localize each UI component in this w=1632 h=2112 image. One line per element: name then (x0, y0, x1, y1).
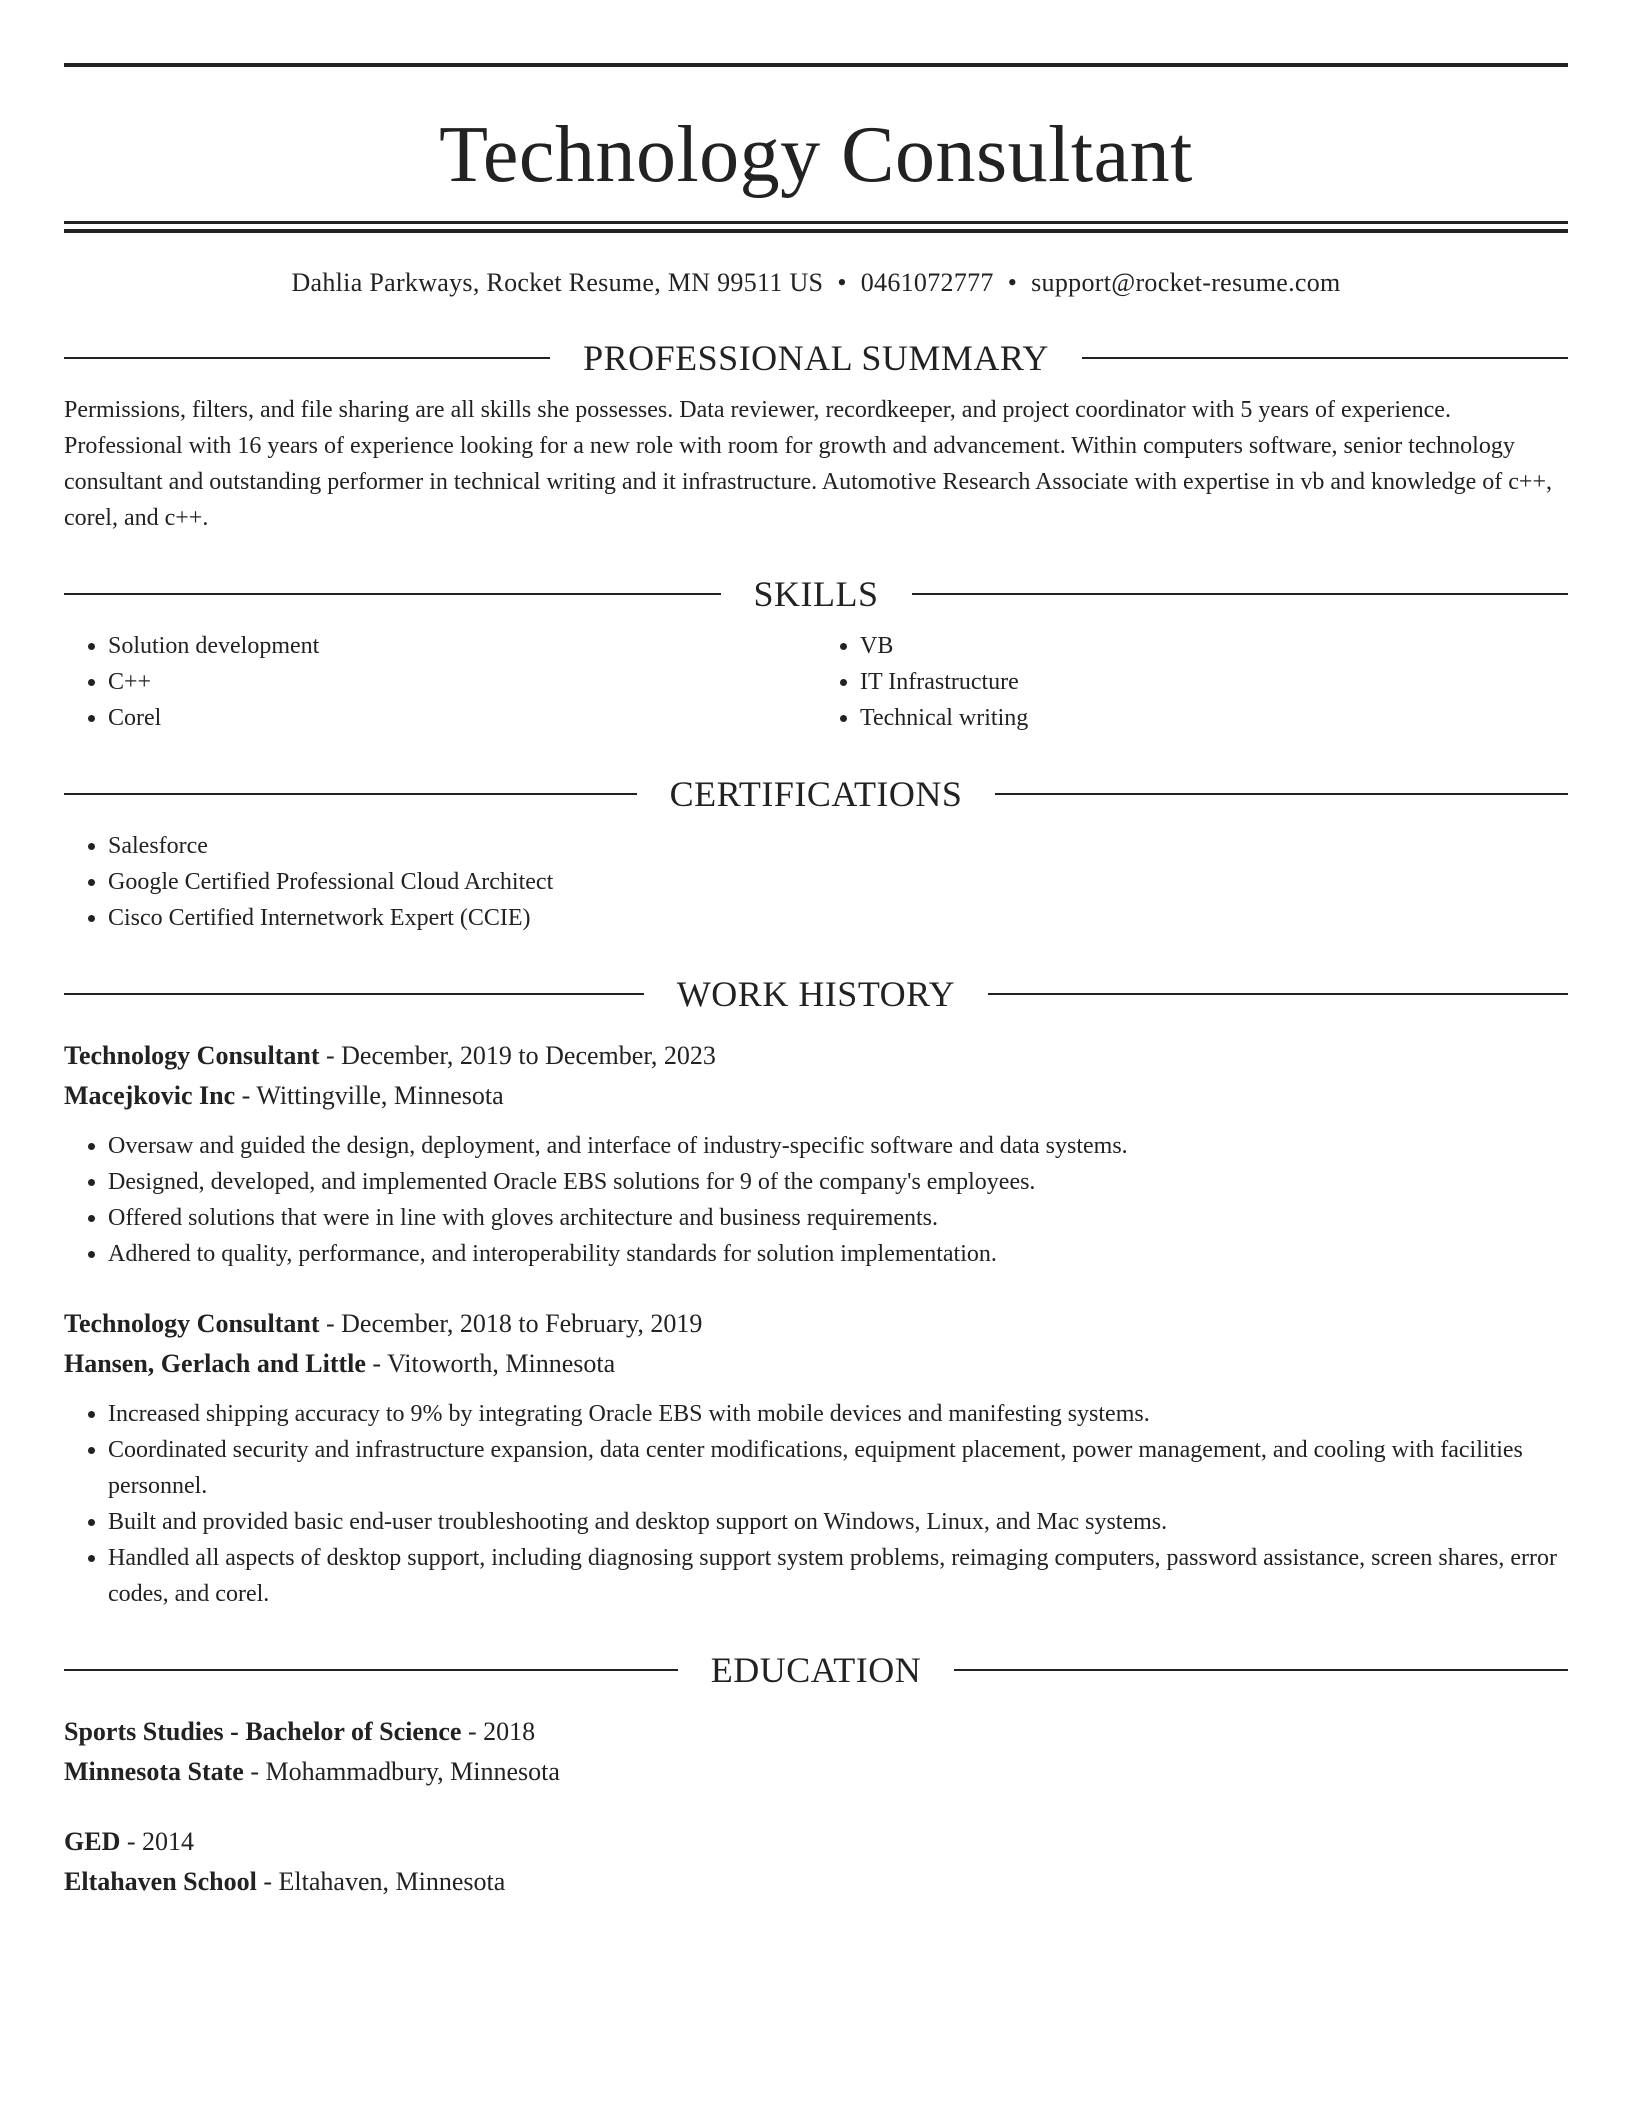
section-heading-summary (64, 336, 1568, 380)
top-rule (64, 63, 1568, 67)
certification-item: • Cisco Certified Internetwork Expert (CCIE) (108, 900, 1568, 936)
education-degree-line (64, 1712, 1568, 1752)
job-title-line (64, 1304, 1568, 1344)
contact-phone: 0461072777 (860, 268, 994, 297)
job-location: - Vitoworth, Minnesota (365, 1349, 616, 1378)
heading-rule-left (64, 1669, 678, 1671)
education-location: - Eltahaven, Minnesota (256, 1867, 506, 1896)
job-bullet: • Built and provided basic end-user troubleshooting and desktop support on Windows, Linux, and Mac systems. (108, 1504, 1568, 1540)
skills-column-right (816, 628, 1568, 736)
job-title: Technology Consultant (64, 1309, 320, 1338)
education-year: - 2014 (120, 1827, 195, 1856)
education-year: - 2018 (461, 1717, 536, 1746)
skill-item: • C++ (108, 664, 816, 700)
contact-separator: • (837, 268, 847, 297)
title-double-rule (64, 221, 1568, 233)
section-heading-certifications (64, 772, 1568, 816)
job-bullet: • Offered solutions that were in line with gloves architecture and business requirements. (108, 1200, 1568, 1236)
heading-rule-left (64, 993, 644, 995)
job-dates: - December, 2018 to February, 2019 (319, 1309, 703, 1338)
job-dates: - December, 2019 to December, 2023 (319, 1041, 716, 1070)
heading-rule-right (912, 593, 1569, 595)
skill-item: • IT Infrastructure (860, 664, 1568, 700)
certification-item: • Salesforce (108, 828, 1568, 864)
education-school: Eltahaven School (64, 1867, 257, 1896)
heading-rule-right (1082, 357, 1568, 359)
certifications-list (64, 828, 1568, 936)
heading-rule-right (988, 993, 1568, 995)
education-school-line (64, 1752, 1568, 1792)
certification-item: • Google Certified Professional Cloud Architect (108, 864, 1568, 900)
contact-address: Dahlia Parkways, Rocket Resume, MN 99511 US (291, 268, 824, 297)
education-degree: GED (64, 1827, 121, 1856)
section-heading-label: EDUCATION (710, 1650, 922, 1690)
contact-line (64, 266, 1568, 300)
job-bullets (64, 1396, 1568, 1612)
education-school: Minnesota State (64, 1757, 244, 1786)
job-bullet: • Designed, developed, and implemented Oracle EBS solutions for 9 of the company's employees. (108, 1164, 1568, 1200)
job-company-line (64, 1076, 1568, 1116)
job-company: Macejkovic Inc (64, 1081, 236, 1110)
heading-rule-right (995, 793, 1568, 795)
job-entry (64, 1036, 1568, 1272)
job-location: - Wittingville, Minnesota (235, 1081, 504, 1110)
contact-email: support@rocket-resume.com (1031, 268, 1341, 297)
job-bullet: • Handled all aspects of desktop support, including diagnosing support system problems, reimaging computers, password assistance, screen shares, error codes, and corel. (108, 1540, 1568, 1612)
heading-rule-right (954, 1669, 1568, 1671)
job-entry (64, 1304, 1568, 1612)
section-heading-work-history (64, 972, 1568, 1016)
section-heading-label: PROFESSIONAL SUMMARY (583, 338, 1049, 378)
education-entry (64, 1822, 1568, 1902)
job-bullet: • Increased shipping accuracy to 9% by integrating Oracle EBS with mobile devices and manifesting systems. (108, 1396, 1568, 1432)
skill-item: • VB (860, 628, 1568, 664)
education-degree: Sports Studies - Bachelor of Science (64, 1717, 462, 1746)
contact-separator: • (1007, 268, 1018, 297)
job-company: Hansen, Gerlach and Little (64, 1349, 366, 1378)
job-bullets (64, 1128, 1568, 1272)
summary-text: Permissions, filters, and file sharing are all skills she possesses. Data reviewer, recordkeeper, and project coordinator with 5 years of experience. Professional with 16 years of experience looking for a new role with room for growth and advancement. Within computers software, senior technology consultant and outstanding performer in technical writing and it infrastructure. Automotive Research Associate with expertise in vb and knowledge of c++, corel, and c++. (64, 397, 1552, 531)
job-bullet: • Adhered to quality, performance, and interoperability standards for solution implementation. (108, 1236, 1568, 1272)
skill-item: • Technical writing (860, 700, 1568, 736)
education-degree-line (64, 1822, 1568, 1862)
skill-item: • Corel (108, 700, 816, 736)
skill-item: • Solution development (108, 628, 816, 664)
job-bullet: • Oversaw and guided the design, deployment, and interface of industry-specific software and data systems. (108, 1128, 1568, 1164)
section-heading-education (64, 1648, 1568, 1692)
job-title: Technology Consultant (64, 1041, 320, 1070)
education-location: - Mohammadbury, Minnesota (243, 1757, 560, 1786)
section-heading-label: CERTIFICATIONS (669, 774, 963, 814)
section-heading-label: WORK HISTORY (676, 974, 956, 1014)
heading-rule-left (64, 593, 721, 595)
skills-column-left (64, 628, 816, 736)
heading-rule-left (64, 357, 550, 359)
section-heading-skills (64, 572, 1568, 616)
resume-title: Technology Consultant (439, 111, 1193, 199)
section-heading-label: SKILLS (753, 574, 879, 614)
job-title-line (64, 1036, 1568, 1076)
heading-rule-left (64, 793, 637, 795)
education-entry (64, 1712, 1568, 1792)
job-company-line (64, 1344, 1568, 1384)
job-bullet: • Coordinated security and infrastructure expansion, data center modifications, equipment placement, power management, and cooling with facilities personnel. (108, 1432, 1568, 1504)
skills-list (64, 628, 1568, 736)
education-school-line (64, 1862, 1568, 1902)
